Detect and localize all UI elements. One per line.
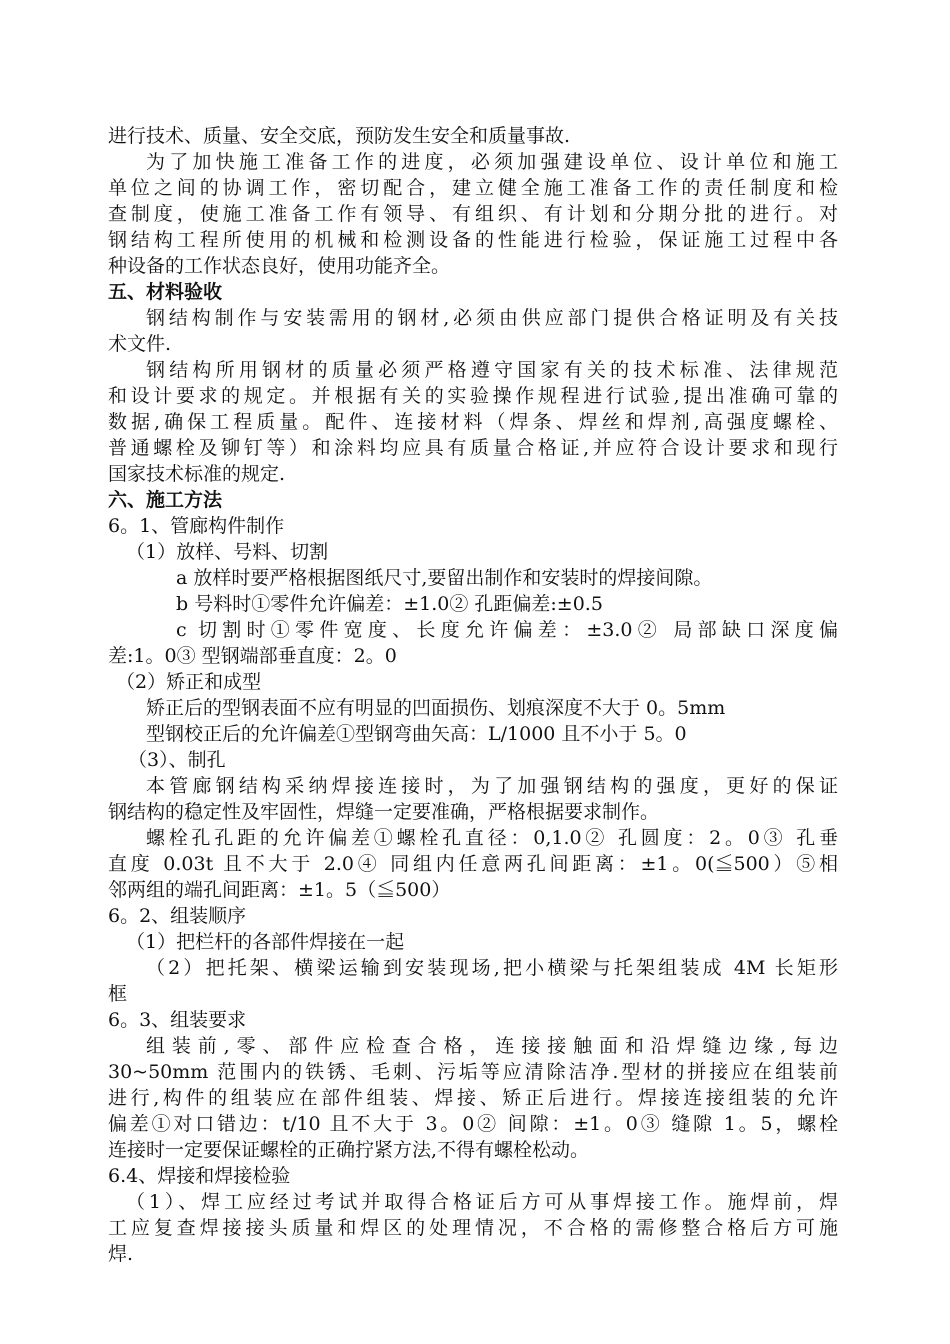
text-line: 和设计要求的规定。并根据有关的实验操作规程进行试验,提出准确可靠的 xyxy=(108,385,838,407)
text-line: 单位之间的协调工作，密切配合，建立健全施工准备工作的责任制度和检 xyxy=(108,177,838,199)
text-line: 术文件. xyxy=(108,333,172,355)
text-line: 进行技术、质量、安全交底，预防发生安全和质量事故. xyxy=(108,125,571,147)
text-line: 螺栓孔孔距的允许偏差①螺栓孔直径：0,1.0② 孔圆度：2。0③ 孔垂 xyxy=(146,827,838,849)
text-line: b 号料时①零件允许偏差：±1.0② 孔距偏差:±0.5 xyxy=(176,593,603,615)
text-line: c 切割时①零件宽度、长度允许偏差：±3.0② 局部缺口深度偏 xyxy=(176,619,838,641)
text-line: 普通螺栓及铆钉等）和涂料均应具有质量合格证,并应符合设计要求和现行 xyxy=(108,437,838,459)
text-line: 框 xyxy=(108,983,128,1005)
text-line: 差:1。0③ 型钢端部垂直度：2。0 xyxy=(108,645,397,667)
text-line: 钢结构所用钢材的质量必须严格遵守国家有关的技术标准、法律规范 xyxy=(146,359,838,381)
text-line: 钢结构的稳定性及牢固性，焊缝一定要准确，严格根据要求制作。 xyxy=(108,801,660,823)
text-line: 查制度，使施工准备工作有领导、有组织、有计划和分期分批的进行。对 xyxy=(108,203,838,225)
text-line: （2）矫正和成型 xyxy=(116,671,262,693)
text-line: （1）、焊工应经过考试并取得合格证后方可从事焊接工作。施焊前，焊 xyxy=(126,1191,838,1213)
text-line: 为了加快施工准备工作的进度，必须加强建设单位、设计单位和施工 xyxy=(146,151,838,173)
text-line: 钢结构制作与安装需用的钢材,必须由供应部门提供合格证明及有关技 xyxy=(146,307,838,329)
text-line: （2）把托架、横梁运输到安装现场,把小横梁与托架组装成 4M 长矩形 xyxy=(146,957,838,979)
text-line: （1）放样、号料、切割 xyxy=(126,541,329,563)
subsection-heading: 6。2、组装顺序 xyxy=(108,905,247,927)
text-line: 组装前,零、部件应检查合格，连接接触面和沿焊缝边缘,每边 xyxy=(146,1035,838,1057)
subsection-heading: 6。3、组装要求 xyxy=(108,1009,247,1031)
text-line: 偏差①对口错边：t/10 且不大于 3。0② 间隙：±1。0③ 缝隙 1。5，螺栓 xyxy=(108,1113,838,1135)
text-line: a 放样时要严格根据图纸尺寸,要留出制作和安装时的焊接间隙。 xyxy=(176,567,713,589)
text-line: 本管廊钢结构采纳焊接连接时，为了加强钢结构的强度，更好的保证 xyxy=(146,775,838,797)
text-line: 型钢校正后的允许偏差①型钢弯曲矢高：L/1000 且不小于 5。0 xyxy=(146,723,687,745)
text-line: 矫正后的型钢表面不应有明显的凹面损伤、划痕深度不大于 0。5mm xyxy=(146,697,726,719)
text-line: 焊. xyxy=(108,1243,134,1265)
text-line: 数据,确保工程质量。配件、连接材料（焊条、焊丝和焊剂,高强度螺栓、 xyxy=(108,411,838,433)
text-line: 种设备的工作状态良好，使用功能齐全。 xyxy=(108,255,451,277)
text-line: 钢结构工程所使用的机械和检测设备的性能进行检验，保证施工过程中各 xyxy=(108,229,838,251)
text-line: 直度 0.03t 且不大于 2.0④ 同组内任意两孔间距离：±1。0(≦500）⑤相 xyxy=(108,853,838,875)
text-line: （1）把栏杆的各部件焊接在一起 xyxy=(126,931,405,953)
text-line: 工应复查焊接接头质量和焊区的处理情况，不合格的需修整合格后方可施 xyxy=(108,1217,838,1239)
text-line: 连接时一定要保证螺栓的正确拧紧方法,不得有螺栓松动。 xyxy=(108,1139,590,1161)
section-heading: 五、材料验收 xyxy=(108,281,223,303)
text-line: （3）、制孔 xyxy=(128,749,226,771)
subsection-heading: 6。1、管廊构件制作 xyxy=(108,515,285,537)
text-line: 30~50mm 范围内的铁锈、毛刺、污垢等应清除洁净.型材的拼接应在组装前 xyxy=(108,1061,838,1083)
section-heading: 六、施工方法 xyxy=(108,489,223,511)
subsection-heading: 6.4、焊接和焊接检验 xyxy=(108,1165,291,1187)
text-line: 进行,构件的组装应在部件组装、焊接、矫正后进行。焊接连接组装的允许 xyxy=(108,1087,838,1109)
text-line: 国家技术标准的规定. xyxy=(108,463,286,485)
text-line: 邻两组的端孔间距离：±1。5（≦500） xyxy=(108,879,451,901)
